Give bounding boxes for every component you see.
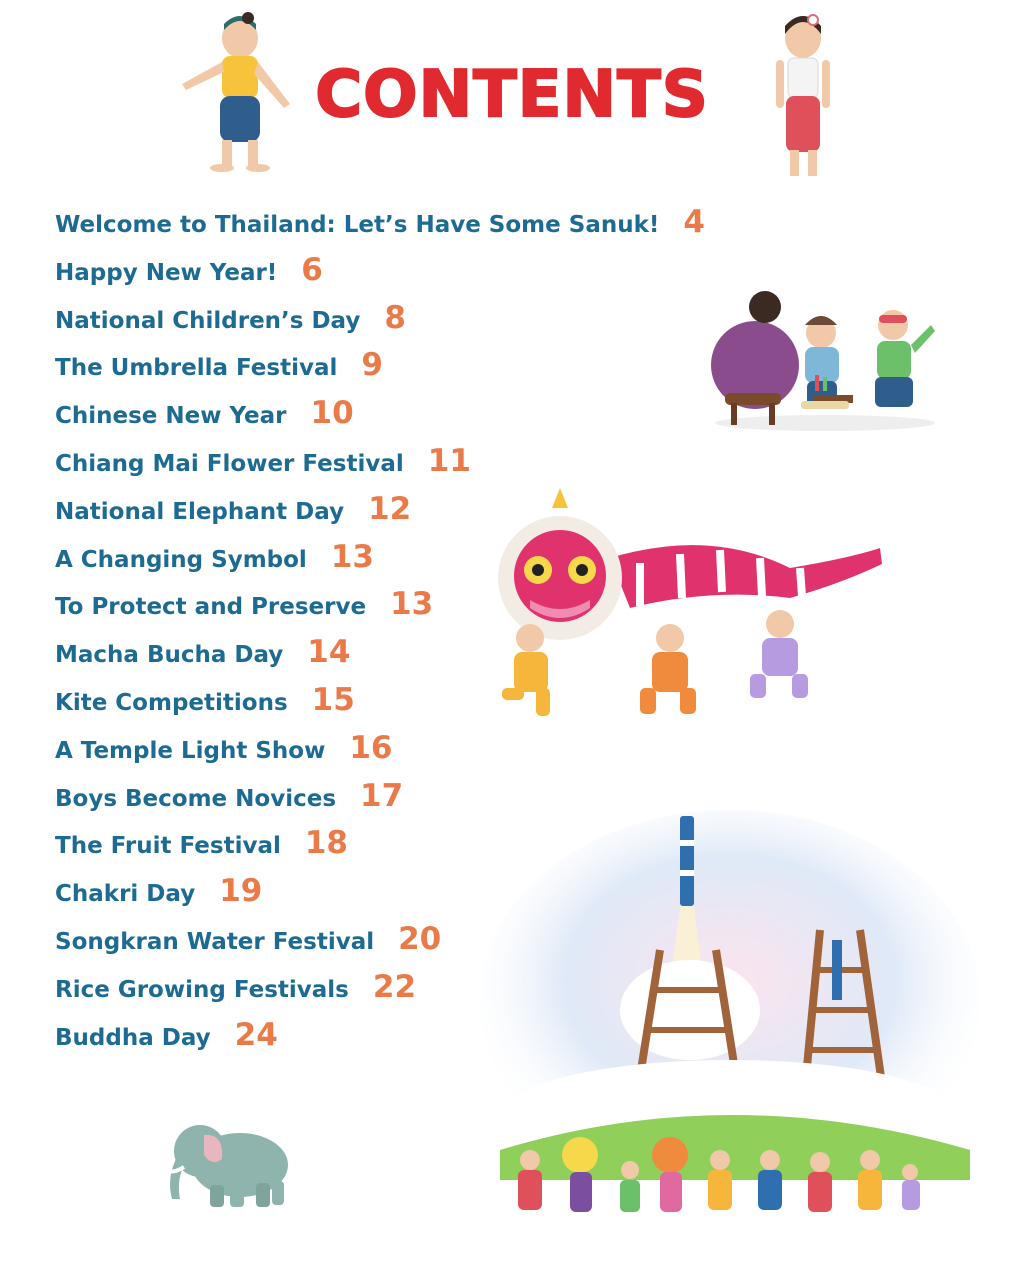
toc-entry[interactable] bbox=[55, 682, 355, 730]
toc-entry-page-number: 4 bbox=[683, 204, 705, 240]
toc-entry-title: National Elephant Day bbox=[55, 498, 345, 525]
toc-entry-title: Rice Growing Festivals bbox=[55, 976, 349, 1003]
toc-entry-title: Buddha Day bbox=[55, 1024, 211, 1051]
toc-entry-title: A Temple Light Show bbox=[55, 737, 326, 764]
toc-entry[interactable] bbox=[55, 873, 262, 921]
toc-entry-page-number: 15 bbox=[311, 682, 355, 718]
toc-entry-page-number: 22 bbox=[372, 968, 417, 1005]
toc-entry-title: Chiang Mai Flower Festival bbox=[55, 451, 404, 477]
toc-entry-page-number: 18 bbox=[304, 825, 348, 862]
standing-girl-illustration bbox=[758, 8, 848, 188]
toc-entry-page-number: 14 bbox=[307, 634, 351, 671]
toc-entry[interactable] bbox=[55, 300, 406, 348]
toc-entry[interactable] bbox=[55, 730, 392, 778]
toc-entry-page-number: 12 bbox=[368, 490, 412, 527]
toc-entry-title: The Umbrella Festival bbox=[55, 355, 338, 382]
toc-entry[interactable] bbox=[55, 921, 441, 969]
dancing-boy-illustration bbox=[170, 12, 310, 177]
toc-entry-title: Songkran Water Festival bbox=[55, 929, 375, 955]
page-title: CONTENTS bbox=[315, 58, 709, 132]
rocket-festival-illustration bbox=[470, 810, 990, 1250]
toc-entry[interactable] bbox=[55, 586, 433, 634]
toc-entry-page-number: 16 bbox=[349, 729, 393, 766]
toc-entry-title: A Changing Symbol bbox=[55, 546, 307, 573]
toc-entry-page-number: 9 bbox=[361, 347, 383, 384]
toc-entry-page-number: 24 bbox=[234, 1016, 278, 1053]
toc-entry[interactable] bbox=[55, 1017, 278, 1065]
toc-entry-page-number: 10 bbox=[310, 395, 354, 432]
toc-entry[interactable] bbox=[55, 347, 383, 395]
toc-entry-title: Chakri Day bbox=[55, 881, 196, 908]
toc-entry-page-number: 11 bbox=[427, 443, 471, 479]
lion-dance-illustration bbox=[490, 488, 900, 738]
toc-entry-title: Kite Competitions bbox=[55, 690, 288, 716]
toc-entry-title: National Children’s Day bbox=[55, 307, 361, 334]
toc-entry-title: Boys Become Novices bbox=[55, 785, 337, 812]
toc-entry-title: To Protect and Preserve bbox=[55, 594, 367, 621]
toc-entry-page-number: 8 bbox=[384, 299, 406, 336]
toc-entry-page-number: 19 bbox=[219, 873, 263, 910]
toc-entry-page-number: 6 bbox=[301, 251, 323, 288]
toc-entry[interactable] bbox=[55, 539, 374, 587]
toc-entry-title: Happy New Year! bbox=[55, 259, 278, 286]
toc-entry[interactable] bbox=[55, 778, 403, 826]
toc-entry-title: Macha Bucha Day bbox=[55, 642, 284, 669]
toc-entry-page-number: 13 bbox=[390, 586, 434, 623]
toc-entry[interactable] bbox=[55, 825, 348, 873]
toc-entry-page-number: 17 bbox=[360, 777, 404, 814]
toc-entry-title: Welcome to Thailand: Let’s Have Some Sanuk! bbox=[55, 212, 660, 238]
toc-entry[interactable] bbox=[55, 634, 350, 682]
toc-entry-page-number: 20 bbox=[398, 921, 442, 957]
toc-entry-title: Chinese New Year bbox=[55, 403, 287, 430]
toc-entry[interactable] bbox=[55, 395, 354, 443]
face-painting-illustration bbox=[705, 285, 945, 435]
toc-entry[interactable] bbox=[55, 204, 705, 252]
toc-entry-page-number: 13 bbox=[330, 538, 374, 575]
toc-entry[interactable] bbox=[55, 969, 416, 1017]
toc-entry[interactable] bbox=[55, 252, 323, 300]
elephant-illustration bbox=[160, 1115, 300, 1210]
toc-entry[interactable] bbox=[55, 443, 471, 491]
toc-entry-title: The Fruit Festival bbox=[55, 833, 281, 860]
toc-entry[interactable] bbox=[55, 491, 411, 539]
